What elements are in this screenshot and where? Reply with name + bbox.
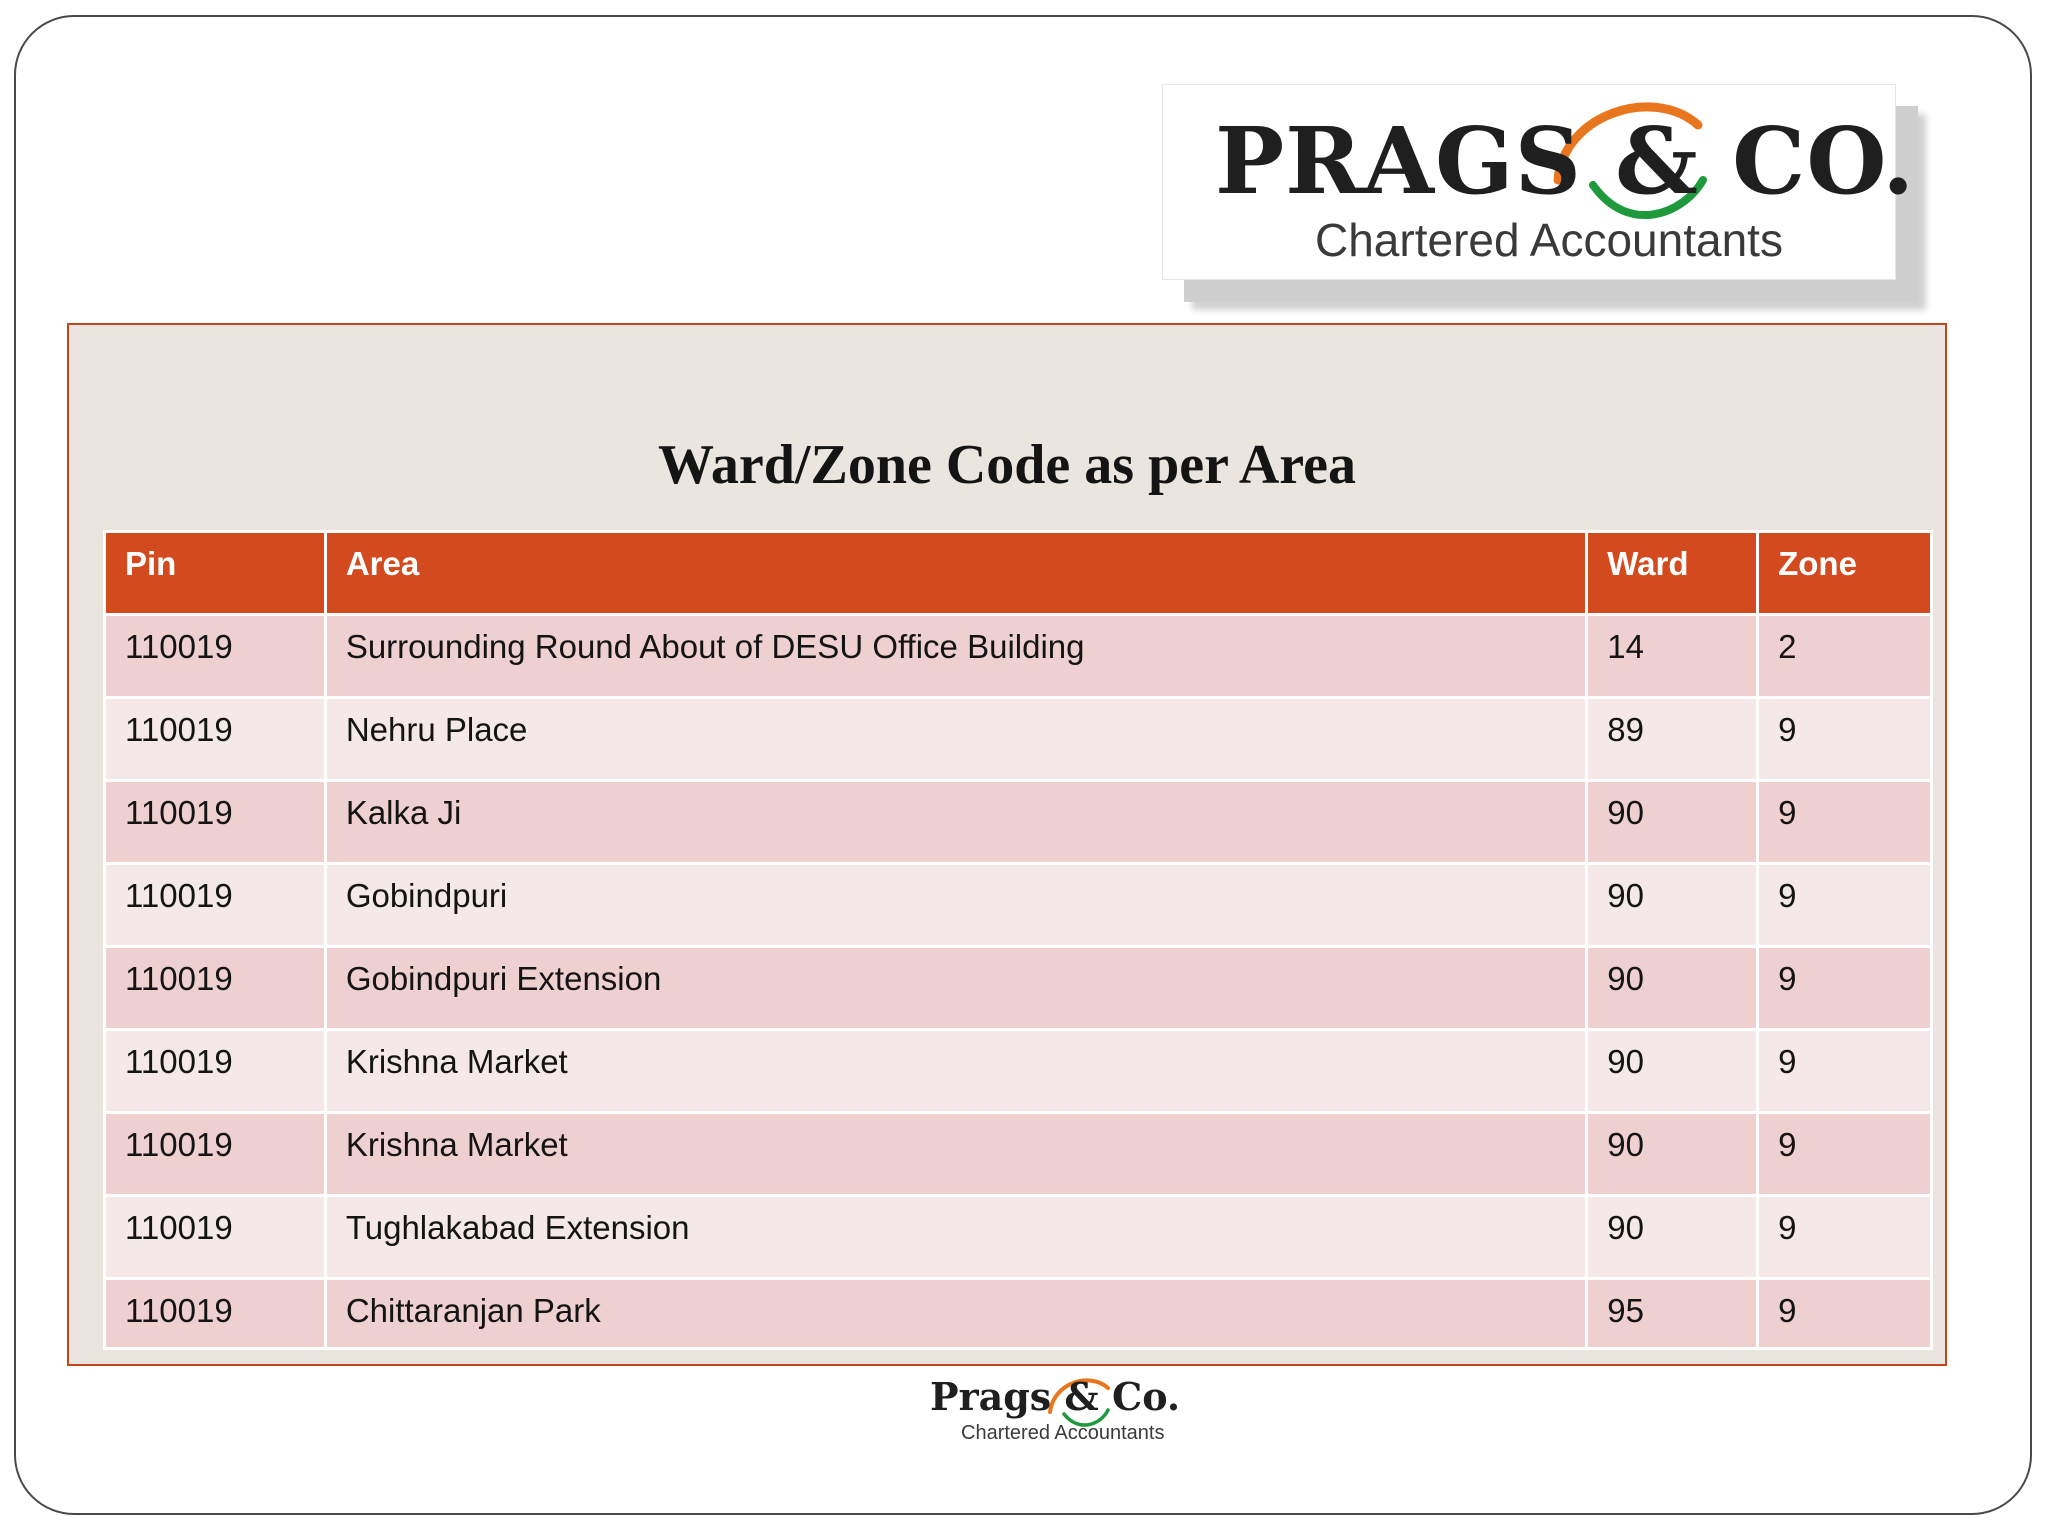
ward-zone-table <box>103 530 1933 1350</box>
table-row <box>105 1196 1932 1279</box>
cell-zone: 9 <box>1758 1113 1932 1196</box>
cell-pin: 110019 <box>105 864 326 947</box>
footer-logo-text: Prags & Co. <box>930 1374 1181 1419</box>
company-logo <box>1162 84 1916 280</box>
logo-main-text: PRAGS & CO. <box>1215 107 1916 215</box>
table-row <box>105 615 1932 698</box>
column-header-pin: Pin <box>105 532 326 615</box>
cell-zone: 9 <box>1758 1196 1932 1279</box>
table-row <box>105 864 1932 947</box>
cell-pin: 110019 <box>105 1113 326 1196</box>
cell-ward: 90 <box>1587 781 1758 864</box>
cell-area: Surrounding Round About of DESU Office Building <box>325 615 1586 698</box>
cell-ward: 95 <box>1587 1279 1758 1349</box>
table-row <box>105 1279 1932 1349</box>
cell-ward: 89 <box>1587 698 1758 781</box>
cell-zone: 9 <box>1758 947 1932 1030</box>
cell-area: Krishna Market <box>325 1113 1586 1196</box>
cell-zone: 9 <box>1758 1030 1932 1113</box>
table-row <box>105 1113 1932 1196</box>
footer-logo <box>930 1370 1190 1450</box>
cell-pin: 110019 <box>105 1030 326 1113</box>
logo-subtitle: Chartered Accountants <box>1315 214 1783 266</box>
cell-ward: 90 <box>1587 947 1758 1030</box>
cell-area: Nehru Place <box>325 698 1586 781</box>
cell-area: Kalka Ji <box>325 781 1586 864</box>
table-row <box>105 1030 1932 1113</box>
column-header-zone: Zone <box>1758 532 1932 615</box>
cell-zone: 2 <box>1758 615 1932 698</box>
column-header-ward: Ward <box>1587 532 1758 615</box>
cell-pin: 110019 <box>105 781 326 864</box>
cell-pin: 110019 <box>105 698 326 781</box>
cell-pin: 110019 <box>105 1196 326 1279</box>
cell-area: Gobindpuri Extension <box>325 947 1586 1030</box>
cell-ward: 90 <box>1587 1196 1758 1279</box>
column-header-area: Area <box>325 532 1586 615</box>
cell-zone: 9 <box>1758 1279 1932 1349</box>
cell-pin: 110019 <box>105 1279 326 1349</box>
footer-logo-subtitle: Chartered Accountants <box>961 1422 1165 1444</box>
cell-ward: 90 <box>1587 864 1758 947</box>
cell-area: Chittaranjan Park <box>325 1279 1586 1349</box>
cell-pin: 110019 <box>105 947 326 1030</box>
cell-zone: 9 <box>1758 781 1932 864</box>
cell-ward: 90 <box>1587 1113 1758 1196</box>
cell-ward: 90 <box>1587 1030 1758 1113</box>
cell-zone: 9 <box>1758 698 1932 781</box>
cell-pin: 110019 <box>105 615 326 698</box>
table-row <box>105 698 1932 781</box>
cell-ward: 14 <box>1587 615 1758 698</box>
content-panel <box>67 323 1947 1366</box>
table-row <box>105 781 1932 864</box>
page-title: Ward/Zone Code as per Area <box>658 434 1356 496</box>
cell-area: Gobindpuri <box>325 864 1586 947</box>
table-header-row <box>105 532 1932 615</box>
table-row <box>105 947 1932 1030</box>
cell-area: Krishna Market <box>325 1030 1586 1113</box>
cell-zone: 9 <box>1758 864 1932 947</box>
cell-area: Tughlakabad Extension <box>325 1196 1586 1279</box>
